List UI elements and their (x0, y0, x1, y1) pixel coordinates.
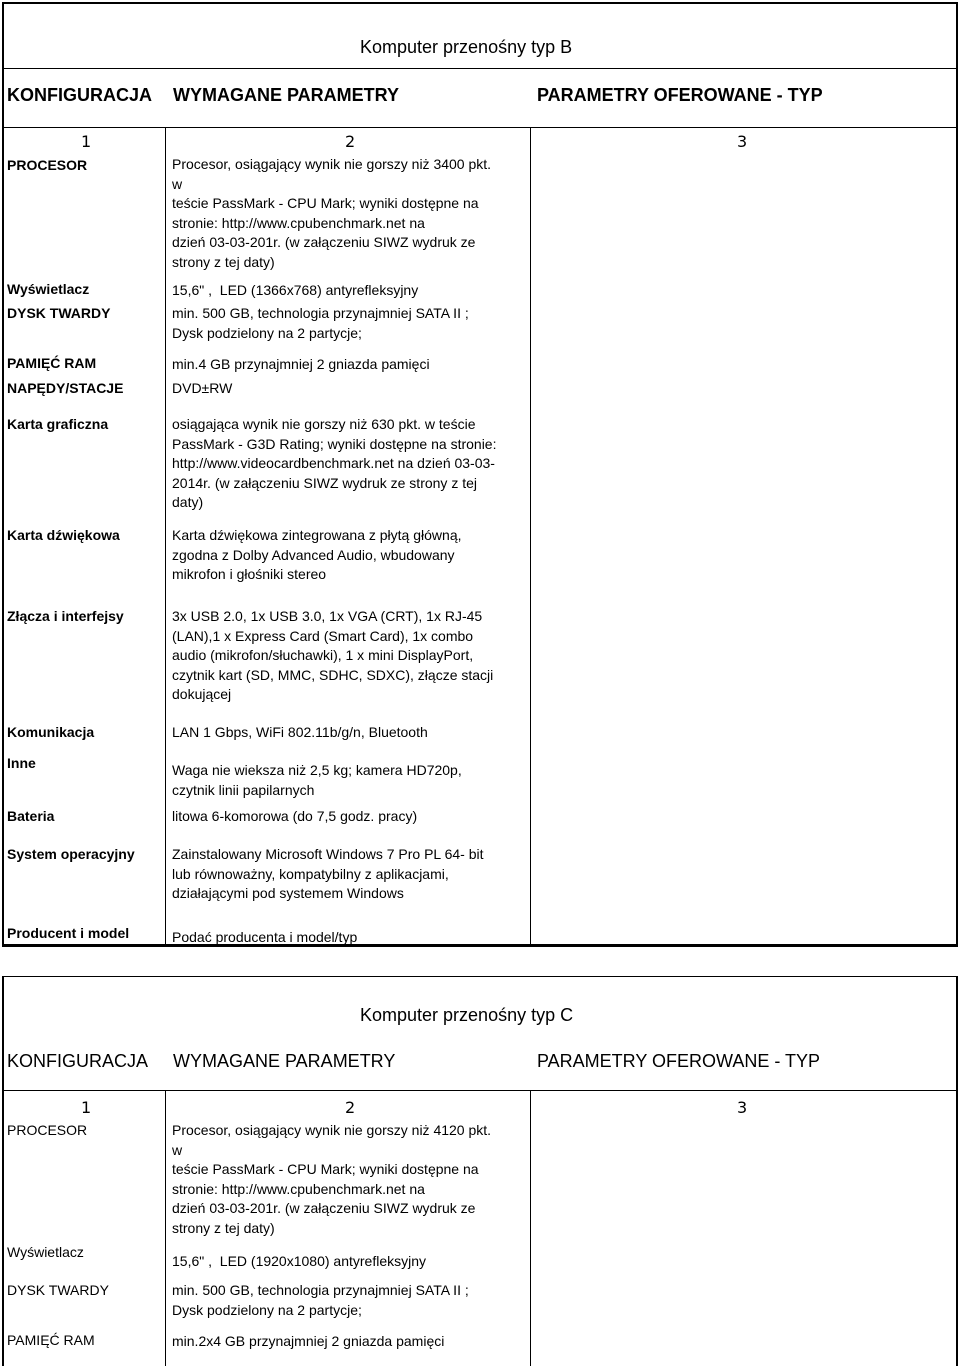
divider (165, 127, 166, 946)
divider (2, 127, 958, 128)
row-label-pamiec-ram: PAMIĘĆ RAM (7, 355, 97, 371)
header-wymagane-parametry: WYMAGANE PARAMETRY (173, 1051, 396, 1071)
row-value-system-operacyjny: Zainstalowany Microsoft Windows 7 Pro PL 64- bit lub równoważny, kompatybilny z aplikacjami, działającymi pod systemem Windows (172, 846, 484, 902)
row-label-wyswietlacz: Wyświetlacz (7, 1244, 84, 1260)
divider (2, 127, 4, 946)
row-label-inne: Inne (7, 755, 36, 771)
row-value-procesor: Procesor, osiągający wynik nie gorszy niż 3400 pkt. w teście PassMark - CPU Mark; wyniki dostępne na stronie: http://www.cpubenchmark.net na dzień 03-03-201r. (w załączeniu SIWZ wydruk ze strony z tej daty) (172, 156, 492, 270)
row-value-producent: Podać producenta i model/typ (172, 929, 358, 945)
header-konfiguracja: KONFIGURACJA (7, 85, 153, 105)
row-value-pamiec-ram: min.4 GB przynajmniej 2 gniazda pamięci (172, 356, 430, 372)
divider (956, 976, 958, 1366)
column-number: 2 (345, 1098, 356, 1117)
divider (165, 1090, 166, 1366)
row-label-napedy-stacje: NAPĘDY/STACJE (7, 380, 124, 396)
row-label-system-operacyjny: System operacyjny (7, 846, 135, 862)
divider (2, 976, 4, 1366)
row-label-pamiec-ram: PAMIĘĆ RAM (7, 1332, 95, 1348)
header-wymagane-parametry: WYMAGANE PARAMETRY (173, 85, 399, 105)
row-label-procesor: PROCESOR (7, 1122, 88, 1138)
section-b-title: Komputer przenośny typ B (360, 37, 573, 57)
header-konfiguracja: KONFIGURACJA (7, 1051, 149, 1071)
row-value-inne: Waga nie wieksza niż 2,5 kg; kamera HD720p, czytnik linii papilarnych (172, 762, 462, 798)
row-label-producent: Producent i model (7, 925, 130, 941)
row-label-karta-graficzna: Karta graficzna (7, 416, 109, 432)
divider (2, 946, 958, 947)
row-value-dysk-twardy: min. 500 GB, technologia przynajmniej SATA II ; Dysk podzielony na 2 partycje; (172, 1282, 469, 1318)
divider (530, 127, 531, 946)
column-number: 1 (81, 1098, 92, 1117)
row-label-dysk-twardy: DYSK TWARDY (7, 1282, 109, 1298)
row-value-karta-graficzna: osiągająca wynik nie gorszy niż 630 pkt. w teście PassMark - G3D Rating; wyniki dostępne na stronie: http://www.videocardbenchmark.net na dzień 03-03- 2014r. (w załączeniu SIWZ wydruk ze strony z tej daty) (172, 416, 497, 511)
row-value-komunikacja: LAN 1 Gbps, WiFi 802.11b/g/n, Bluetooth (172, 724, 428, 740)
column-number: 3 (737, 1098, 748, 1117)
row-label-bateria: Bateria (7, 808, 55, 824)
row-value-dysk-twardy: min. 500 GB, technologia przynajmniej SATA II ; Dysk podzielony na 2 partycje; (172, 305, 469, 341)
column-number: 2 (345, 132, 356, 151)
divider (2, 976, 958, 977)
divider (2, 1090, 958, 1091)
row-value-procesor: Procesor, osiągający wynik nie gorszy niż 4120 pkt. w teście PassMark - CPU Mark; wyniki dostępne na stronie: http://www.cpubenchmark.net na dzień 03-03-201r. (w załączeniu SIWZ wydruk ze strony z tej daty) (172, 1122, 492, 1236)
row-value-napedy-stacje: DVD±RW (172, 380, 233, 396)
row-label-wyswietlacz: Wyświetlacz (7, 281, 90, 297)
row-label-procesor: PROCESOR (7, 157, 88, 173)
row-value-wyswietlacz: 15,6" , LED (1920x1080) antyrefleksyjny (172, 1253, 426, 1269)
header-parametry-oferowane: PARAMETRY OFEROWANE - TYP (537, 85, 823, 105)
row-value-wyswietlacz: 15,6" , LED (1366x768) antyrefleksyjny (172, 282, 419, 298)
column-number: 1 (81, 132, 92, 151)
row-label-komunikacja: Komunikacja (7, 724, 95, 740)
row-value-zlacza: 3x USB 2.0, 1x USB 3.0, 1x VGA (CRT), 1x RJ-45 (LAN),1 x Express Card (Smart Card), 1x combo audio (mikrofon/słuchawki), 1 x mini DisplayPort, czytnik kart (SD, MMC, SDHC, SDXC), złącze stacji dokującej (172, 608, 494, 703)
row-label-dysk-twardy: DYSK TWARDY (7, 305, 111, 321)
row-label-karta-dzwiekowa: Karta dźwiękowa (7, 527, 120, 543)
row-label-zlacza: Złącza i interfejsy (7, 608, 124, 624)
row-value-bateria: litowa 6-komorowa (do 7,5 godz. pracy) (172, 808, 418, 824)
header-parametry-oferowane: PARAMETRY OFEROWANE - TYP (537, 1051, 821, 1071)
column-number: 3 (737, 132, 748, 151)
row-value-pamiec-ram: min.2x4 GB przynajmniej 2 gniazda pamięci (172, 1333, 445, 1349)
divider (530, 1090, 531, 1366)
section-c-title: Komputer przenośny typ C (360, 1005, 574, 1025)
row-value-karta-dzwiekowa: Karta dźwiękowa zintegrowana z płytą główną, zgodna z Dolby Advanced Audio, wbudowany mikrofon i głośniki stereo (172, 527, 462, 583)
divider (2, 68, 958, 69)
